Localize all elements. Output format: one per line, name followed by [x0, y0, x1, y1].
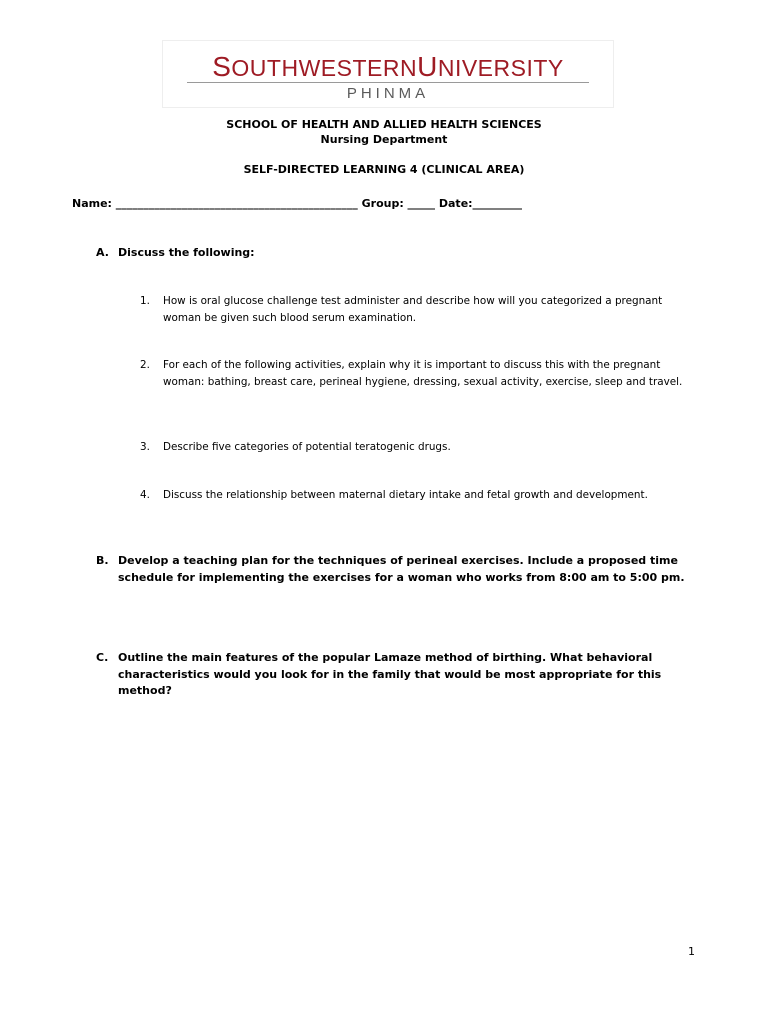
- page-number: 1: [688, 945, 695, 958]
- department-name: Nursing Department: [320, 133, 448, 146]
- item-text: How is oral glucose challenge test administer and describe how will you categorized a pregnant woman be given such blood serum examination.: [163, 295, 663, 324]
- university-logo: [162, 40, 614, 108]
- section-a: [96, 245, 696, 262]
- section-text: Develop a teaching plan for the techniques of perineal exercises. Include a proposed time schedule for implementing the exercises for a woman who works from 8:00 am to 5:00 pm.: [118, 554, 685, 584]
- document-title: SELF-DIRECTED LEARNING 4 (CLINICAL AREA): [243, 163, 525, 176]
- section-marker: B.: [96, 554, 109, 567]
- list-item: [140, 293, 700, 326]
- item-text: Describe five categories of potential teratogenic drugs.: [163, 441, 451, 453]
- section-b: [96, 553, 696, 586]
- section-marker: C.: [96, 651, 109, 664]
- logo-subtitle: PHINMA: [346, 85, 430, 102]
- section-text: Outline the main features of the popular Lamaze method of birthing. What behavioral characteristics would you look for in the family that would be most appropriate for this method?: [118, 651, 662, 697]
- logo-wordmark: SOUTHWESTERNUNIVERSITY: [212, 51, 564, 82]
- list-item: [140, 487, 700, 504]
- section-text: Discuss the following:: [118, 246, 255, 259]
- school-name: SCHOOL OF HEALTH AND ALLIED HEALTH SCIENCES: [226, 118, 542, 131]
- student-info-fields: Name: ____________________________________________ Group: _____ Date:_________: [72, 197, 523, 210]
- item-number: 3.: [140, 441, 150, 453]
- item-text: For each of the following activities, explain why it is important to discuss this with the pregnant woman: bathing, breast care, perineal hygiene, dressing, sexual activity, exercise, sleep and travel.: [163, 359, 683, 388]
- logo-divider: [187, 82, 589, 83]
- list-item: [140, 439, 700, 456]
- section-c: [96, 650, 696, 700]
- item-number: 2.: [140, 359, 150, 371]
- section-marker: A.: [96, 246, 109, 259]
- item-number: 4.: [140, 489, 150, 501]
- item-number: 1.: [140, 295, 150, 307]
- item-text: Discuss the relationship between maternal dietary intake and fetal growth and development.: [163, 489, 648, 501]
- list-item: [140, 357, 700, 390]
